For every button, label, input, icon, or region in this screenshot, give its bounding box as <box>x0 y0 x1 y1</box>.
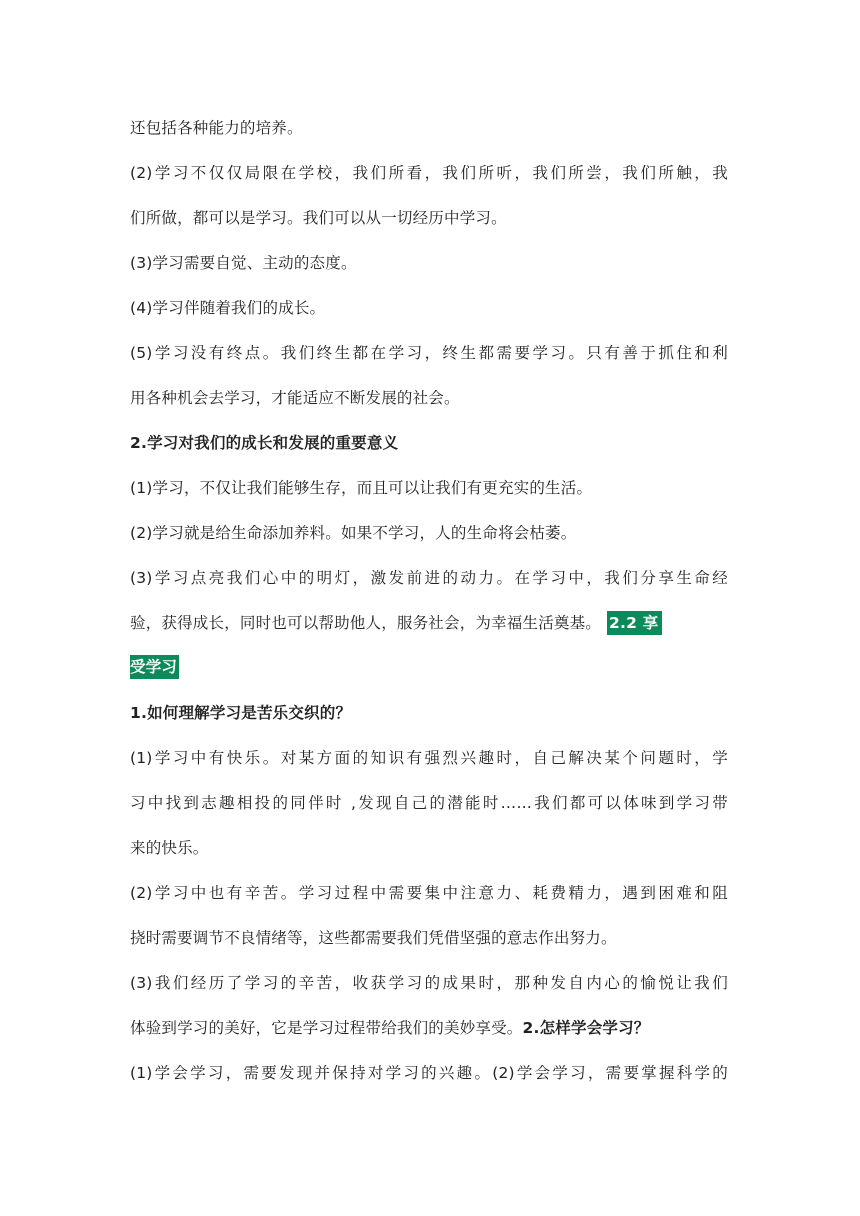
section-title-line <box>130 657 728 677</box>
paragraph-line: (5)学习没有终点。我们终生都在学习，终生都需要学习。只有善于抓住和利 <box>130 344 728 362</box>
paragraph-line: (2)学习不仅仅局限在学校，我们所看，我们所听，我们所尝，我们所触，我 <box>130 164 728 182</box>
paragraph-line: 习中找到志趣相投的同伴时 ,发现自己的潜能时……我们都可以体味到学习带 <box>130 794 728 812</box>
paragraph-line: (2)学习就是给生命添加养料。如果不学习，人的生命将会枯萎。 <box>130 524 577 542</box>
paragraph-line: (1)学会学习，需要发现并保持对学习的兴趣。(2)学会学习，需要掌握科学的 <box>130 1064 728 1082</box>
paragraph-line <box>130 613 728 633</box>
section-heading: 2.怎样学会学习？ <box>522 1019 650 1037</box>
section-title-highlight: 受学习 <box>130 655 179 679</box>
paragraph-line: 还包括各种能力的培养。 <box>130 119 303 137</box>
paragraph-line: (2)学习中也有辛苦。学习过程中需要集中注意力、耗费精力，遇到困难和阻 <box>130 884 728 902</box>
paragraph-line: (3)学习需要自觉、主动的态度。 <box>130 254 357 272</box>
paragraph-line: 来的快乐。 <box>130 839 209 857</box>
paragraph-line: (3)我们经历了学习的辛苦，收获学习的成果时，那种发自内心的愉悦让我们 <box>130 974 728 992</box>
paragraph-line: (1)学习中有快乐。对某方面的知识有强烈兴趣时，自己解决某个问题时，学 <box>130 749 728 767</box>
paragraph-line: (3)学习点亮我们心中的明灯，激发前进的动力。在学习中，我们分享生命经 <box>130 569 728 587</box>
paragraph-line: 们所做，都可以是学习。我们可以从一切经历中学习。 <box>130 209 507 227</box>
paragraph-text: 验，获得成长，同时也可以帮助他人，服务社会，为幸福生活奠基。 <box>130 614 602 632</box>
paragraph-line: 用各种机会去学习，才能适应不断发展的社会。 <box>130 389 460 407</box>
paragraph-line <box>130 1018 728 1038</box>
section-title-highlight: 2.2 享 <box>607 611 662 635</box>
paragraph-text: 体验到学习的美好，它是学习过程带给我们的美妙享受。 <box>130 1019 523 1037</box>
paragraph-line: (1)学习，不仅让我们能够生存，而且可以让我们有更充实的生活。 <box>130 479 593 497</box>
section-heading: 2.学习对我们的成长和发展的重要意义 <box>130 434 399 452</box>
paragraph-line: (4)学习伴随着我们的成长。 <box>130 299 326 317</box>
paragraph-line: 挠时需要调节不良情绪等，这些都需要我们凭借坚强的意志作出努力。 <box>130 929 617 947</box>
section-heading: 1.如何理解学习是苦乐交织的？ <box>130 704 352 722</box>
